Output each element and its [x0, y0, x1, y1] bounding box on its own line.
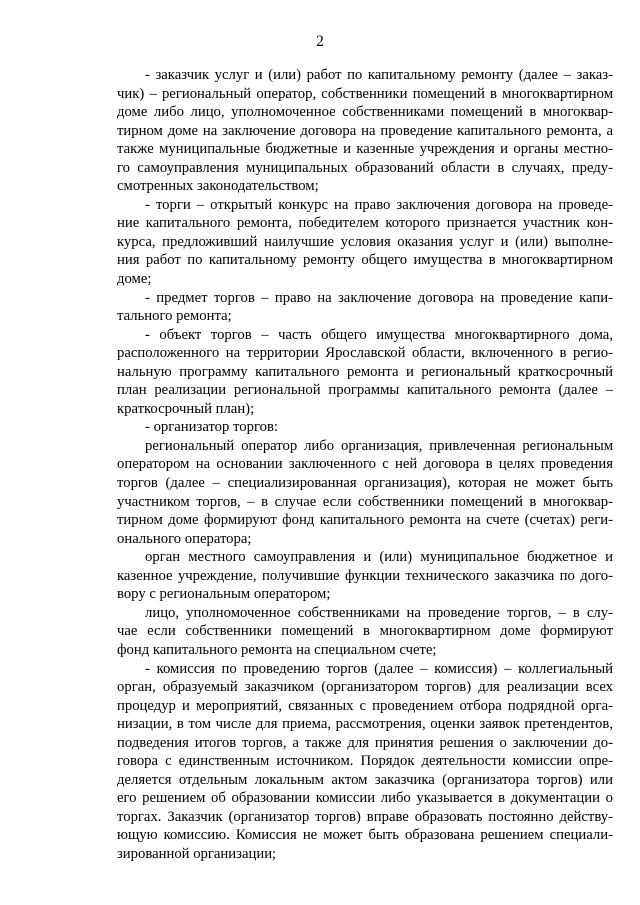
text-line: оператором на основании заключенного с ней договора в целях проведения — [117, 456, 613, 473]
text-line: казенное учреждение, получившие функции технического заказчика по дого- — [117, 567, 613, 584]
text-line: орган, образуемый заказчиком (организатором торгов) для реализации всех — [117, 679, 613, 696]
text-line: план реализации региональной программы капитального ремонта (далее – — [117, 382, 613, 399]
text-line: низации, в том числе для приема, рассмотрения, оценки заявок претендентов, — [117, 716, 613, 733]
text-line: его решением об образовании комиссии либо указывается в документации о — [117, 790, 613, 807]
paragraph — [117, 437, 613, 548]
text-line: торгов (далее – специализированная организация), которая не может быть — [117, 475, 613, 492]
text-line: - объект торгов – часть общего имущества многоквартирного дома, — [145, 326, 613, 343]
text-line: участником торгов, – в случае если собственники помещений в многоквар- — [117, 493, 613, 510]
text-line: также муниципальные бюджетные и казенные учреждения и органы местно- — [117, 141, 613, 158]
text-line: зированной организации; — [117, 845, 277, 862]
paragraph — [117, 604, 613, 660]
text-line: торгах. Заказчик (организатор торгов) вправе образовать постоянно действу- — [117, 808, 613, 825]
text-line: онального оператора; — [117, 530, 252, 547]
paragraph — [117, 289, 613, 326]
text-line: ния работ по капитальному ремонту общего имущества в многоквартирном — [117, 252, 613, 269]
text-line: тального ремонта; — [117, 308, 232, 325]
paragraph — [117, 196, 613, 289]
text-line: - комиссия по проведению торгов (далее – комиссия) – коллегиальный — [145, 660, 613, 677]
text-line: курса, предложивший наилучшие условия оказания услуг и (или) выполне- — [117, 233, 613, 250]
text-line: смотренных законодательством; — [117, 178, 319, 195]
text-line: чае если собственники помещений в многоквартирном доме формируют — [117, 623, 613, 640]
page-number: 2 — [316, 33, 324, 50]
text-line: подведения итогов торгов, а также для принятия решения о заключении до- — [117, 734, 613, 751]
text-line: доме; — [117, 271, 152, 288]
text-line: нальную программу капитального ремонта и региональный краткосрочный — [117, 363, 613, 380]
text-line: - организатор торгов: — [145, 419, 278, 436]
text-line: - торги – открытый конкурс на право заключения договора на проведе- — [145, 196, 613, 213]
text-line: го самоуправления муниципальных образований области в случаях, преду- — [117, 159, 613, 176]
text-line: доме либо лицо, уполномоченное собственниками помещений в многоквар- — [117, 104, 613, 121]
text-line: фонд капитального ремонта на специальном счете; — [117, 641, 437, 658]
text-line: орган местного самоуправления и (или) муниципальное бюджетное и — [145, 549, 613, 566]
paragraph — [117, 66, 613, 196]
text-line: - заказчик услуг и (или) работ по капитальному ремонту (далее – заказ- — [145, 67, 613, 83]
text-line: - предмет торгов – право на заключение договора на проведение капи- — [145, 289, 613, 306]
text-line: расположенного на территории Ярославской области, включенного в регио- — [117, 345, 613, 362]
text-line: ние капитального ремонта, победителем которого признается участник кон- — [117, 215, 613, 232]
text-line: чик) – региональный оператор, собственники помещений в многоквартирном — [117, 85, 613, 102]
text-line: говора с единственным источником. Порядок деятельности комиссии опре- — [117, 753, 613, 770]
text-line: тирном доме на заключение договора на проведение капитального ремонта, а — [117, 122, 613, 139]
paragraph — [117, 660, 613, 864]
paragraph — [117, 418, 613, 437]
text-line: вору с региональным оператором; — [117, 586, 331, 603]
text-line: ющую комиссию. Комиссия не может быть образована решением специали- — [117, 827, 613, 844]
document-body — [117, 66, 613, 864]
text-line: процедур и мероприятий, связанных с проведением отбора подрядной орга- — [117, 697, 613, 714]
paragraph — [117, 548, 613, 604]
text-line: тирном доме формируют фонд капитального ремонта на счете (счетах) реги- — [117, 512, 613, 529]
text-line: региональный оператор либо организация, привлеченная региональным — [145, 437, 613, 454]
text-line: деляется отдельным локальным актом заказчика (организатора торгов) или — [117, 771, 613, 788]
text-line: лицо, уполномоченное собственниками на проведение торгов, – в слу- — [145, 604, 613, 621]
paragraph — [117, 326, 613, 419]
text-line: краткосрочный план); — [117, 400, 255, 417]
